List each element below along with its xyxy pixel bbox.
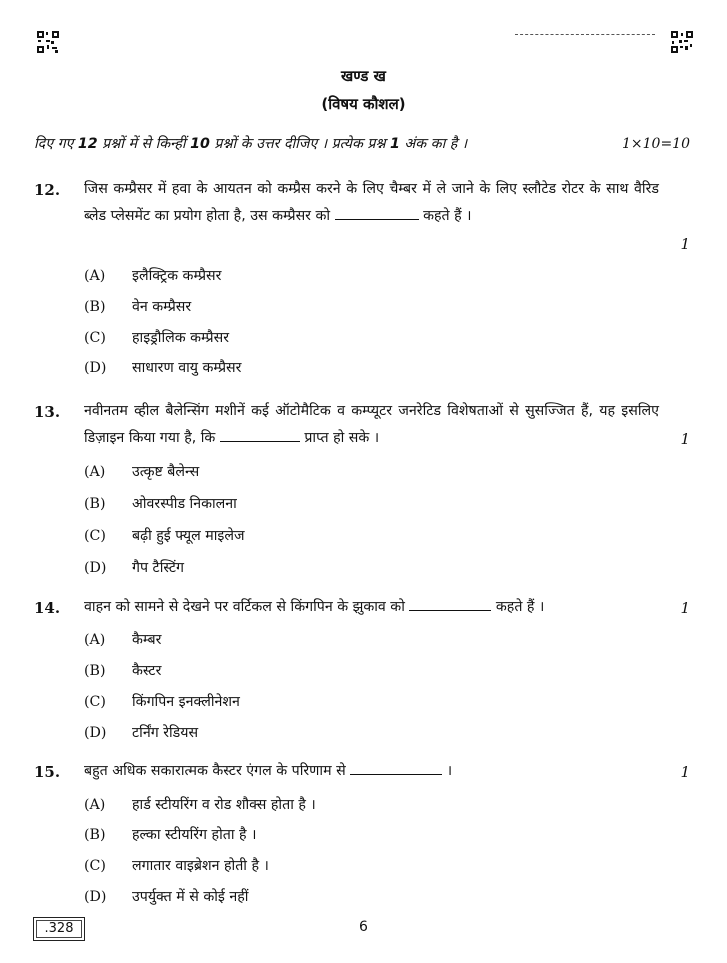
total-marks: 1×10=10	[622, 136, 690, 152]
question-text: वाहन को सामने से देखने पर वर्टिकल से किंगपिन के झुकाव को कहते हैं ।	[84, 599, 545, 615]
page-number: 6	[359, 919, 368, 935]
question-text: जिस कम्प्रैसर में हवा के आयतन को कम्प्रैस करने के लिए चैम्बर में ले जाने के लिए स्लौटेड रोटर के साथ वैरिड ब्लेड प्लेसमेंट का प्रयोग होता है, उस कम्प्रैसर को कहते हैं ।	[84, 181, 659, 224]
option: (B) वेन कम्प्रैसर	[84, 299, 192, 315]
question-text: नवीनतम व्हील बैलेन्सिंग मशीनें कई ऑटोमैटिक व कम्प्यूटर जनरेटिड विशेषताओं से सुसज्जित हैं, यह इसलिए डिज़ाइन किया गया है, कि प्राप्त हो सके ।	[84, 403, 659, 446]
option: (D) साधारण वायु कम्प्रैसर	[84, 360, 242, 376]
option: (A) कैम्बर	[84, 632, 162, 648]
option: (C) बढ़ी हुई फ्यूल माइलेज	[84, 528, 245, 544]
question-marks: 1	[680, 235, 690, 253]
option: (A) इलैक्ट्रिक कम्प्रैसर	[84, 268, 222, 284]
question-marks: 1	[680, 599, 690, 617]
question-text: बहुत अधिक सकारात्मक कैस्टर एंगल के परिणाम से ।	[84, 763, 453, 779]
section-heading: खण्ड ख	[341, 67, 386, 85]
qr-code-icon-right	[671, 31, 693, 53]
answer-blank	[350, 762, 442, 775]
option: (A) हार्ड स्टीयरिंग व रोड शौक्स होता है ।	[84, 797, 316, 813]
question-marks: 1	[680, 763, 690, 781]
option: (C) लगातार वाइब्रेशन होती है ।	[84, 858, 269, 874]
question-number: 15.	[34, 763, 61, 781]
question-number: 14.	[34, 599, 61, 617]
paper-code-box: .328	[33, 917, 85, 941]
qr-code-icon-left	[37, 31, 59, 53]
option: (D) टर्निंग रेडियस	[84, 725, 199, 741]
option: (D) गैप टैस्टिंग	[84, 560, 185, 576]
option: (A) उत्कृष्ट बैलेन्स	[84, 464, 200, 480]
top-dashed-line	[515, 34, 655, 35]
option: (C) किंगपिन इनक्लीनेशन	[84, 694, 240, 710]
answer-blank	[409, 598, 491, 611]
option: (D) उपर्युक्त में से कोई नहीं	[84, 889, 249, 905]
instructions: दिए गए 12 प्रश्नों में से किन्हीं 10 प्रश्नों के उत्तर दीजिए । प्रत्येक प्रश्न 1 अंक का है ।	[34, 136, 468, 152]
option: (B) ओवरस्पीड निकालना	[84, 496, 237, 512]
question-number: 13.	[34, 403, 61, 421]
option: (B) हल्का स्टीयरिंग होता है ।	[84, 827, 257, 843]
answer-blank	[220, 429, 300, 442]
question-number: 12.	[34, 181, 61, 199]
subject-heading: (विषय कौशल)	[321, 95, 406, 113]
option: (B) कैस्टर	[84, 663, 162, 679]
option: (C) हाइड्रौलिक कम्प्रैसर	[84, 330, 230, 346]
question-marks: 1	[680, 430, 690, 448]
answer-blank	[335, 207, 419, 220]
